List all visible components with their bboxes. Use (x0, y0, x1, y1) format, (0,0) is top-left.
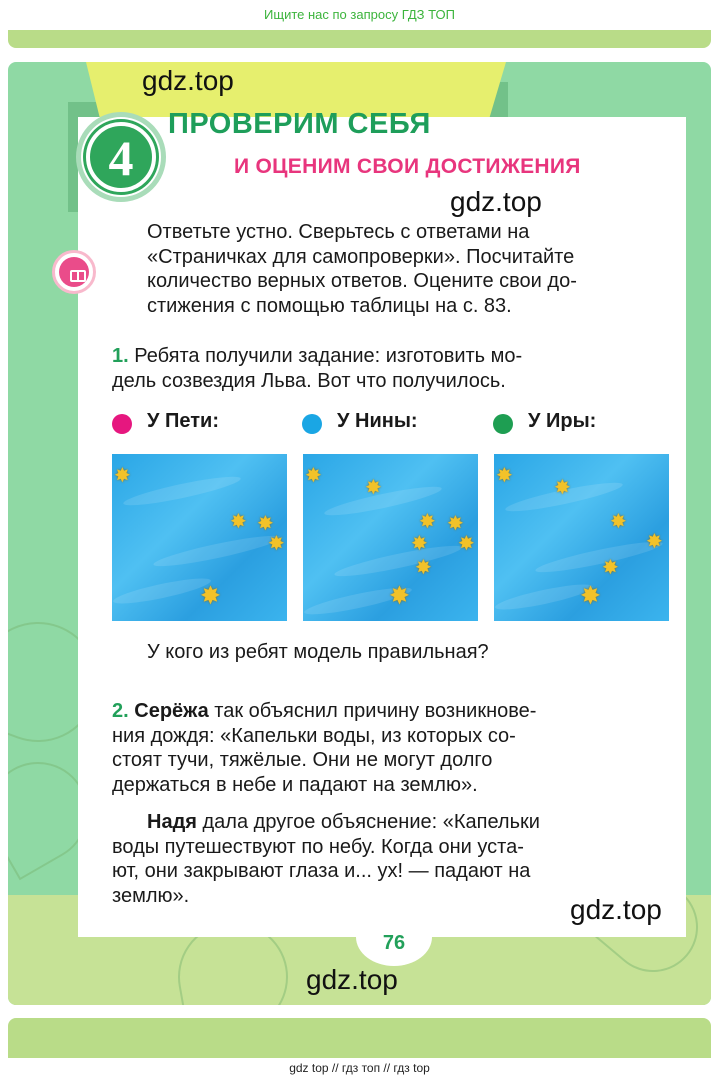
star-icon: ✸ (496, 465, 513, 487)
constellation-model-ira (494, 454, 669, 621)
marker-dot-green (493, 414, 513, 434)
star-icon: ✸ (230, 511, 247, 533)
footer: gdz top // гдз топ // гдз top (0, 1058, 719, 1084)
label-nina: У Нины: (337, 410, 418, 432)
star-icon: ✸ (415, 557, 432, 579)
intro-line: «Страничках для самопроверки». Посчитайте (147, 245, 575, 268)
star-icon: ✸ (419, 511, 436, 533)
task1-question: У кого из ребят модель правильная? (147, 641, 489, 663)
star-icon: ✸ (389, 582, 410, 610)
task2-name-nadya: Надя (147, 811, 197, 833)
star-icon: ✸ (305, 465, 322, 487)
task2-line: землю». (112, 884, 190, 907)
task1-line: Ребята получили задание: изготовить мо- (134, 345, 523, 367)
task1-text (112, 344, 669, 393)
star-icon: ✸ (580, 582, 601, 610)
star-icon: ✸ (411, 533, 428, 555)
star-icon: ✸ (365, 477, 382, 499)
page-number: 76 (382, 932, 406, 954)
intro-line: количество верных ответов. Оцените свои до- (147, 270, 577, 293)
star-icon: ✸ (602, 557, 619, 579)
task2-line: стоят тучи, тяжёлые. Они не могут долго (112, 749, 493, 772)
star-icon: ✸ (268, 533, 285, 555)
star-icon: ✸ (257, 513, 274, 535)
marker-dot-pink (112, 414, 132, 434)
task2-line: держаться в небе и падают на землю». (112, 773, 478, 796)
task2-name-seryozha: Серёжа (134, 700, 209, 722)
star-icon: ✸ (458, 533, 475, 555)
intro-line: стижения с помощью таблицы на с. 83. (147, 294, 512, 317)
task2-line: ния дождя: «Капельки воды, из которых со- (112, 724, 516, 747)
constellation-model-nina (303, 454, 478, 621)
textbook-page (8, 62, 711, 1005)
task2-text (112, 699, 669, 797)
intro-text (147, 220, 669, 318)
section-subtitle: И ОЦЕНИМ СВОИ ДОСТИЖЕНИЯ (234, 155, 581, 178)
star-icon: ✸ (200, 582, 221, 610)
task2-line: дала другое объяснение: «Капельки (202, 811, 540, 833)
task2-number: 2. (112, 700, 129, 722)
previous-page-strip (8, 30, 711, 48)
task1-line: дель созвездия Льва. Вот что получилось. (112, 369, 506, 392)
constellation-model-petya (112, 454, 287, 621)
task2-line: ют, они закрывают глаза и... ух! — падают на (112, 860, 531, 883)
task2-line: так объяснил причину возникнове- (214, 700, 537, 722)
label-ira: У Иры: (528, 410, 597, 432)
star-icon: ✸ (447, 513, 464, 535)
task2-line: воды путешествуют по небу. Когда они уста- (112, 835, 524, 858)
task1-number: 1. (112, 345, 129, 367)
section-number: 4 (108, 130, 134, 186)
book-icon (52, 250, 96, 294)
watermark: gdz.top (142, 65, 234, 96)
next-page-strip (8, 1018, 711, 1058)
star-icon: ✸ (610, 511, 627, 533)
star-icon: ✸ (114, 465, 131, 487)
watermark: gdz.top (450, 186, 542, 217)
top-banner: Ищите нас по запросу ГДЗ ТОП (0, 0, 719, 30)
marker-dot-blue (302, 414, 322, 434)
watermark: gdz.top (306, 964, 398, 995)
watermark: gdz.top (570, 894, 662, 925)
star-icon: ✸ (646, 531, 663, 553)
label-petya: У Пети: (147, 410, 219, 432)
intro-line: Ответьте устно. Сверьтесь с ответами на (147, 221, 530, 243)
star-icon: ✸ (554, 477, 571, 499)
section-title: ПРОВЕРИМ СЕБЯ (168, 108, 431, 140)
